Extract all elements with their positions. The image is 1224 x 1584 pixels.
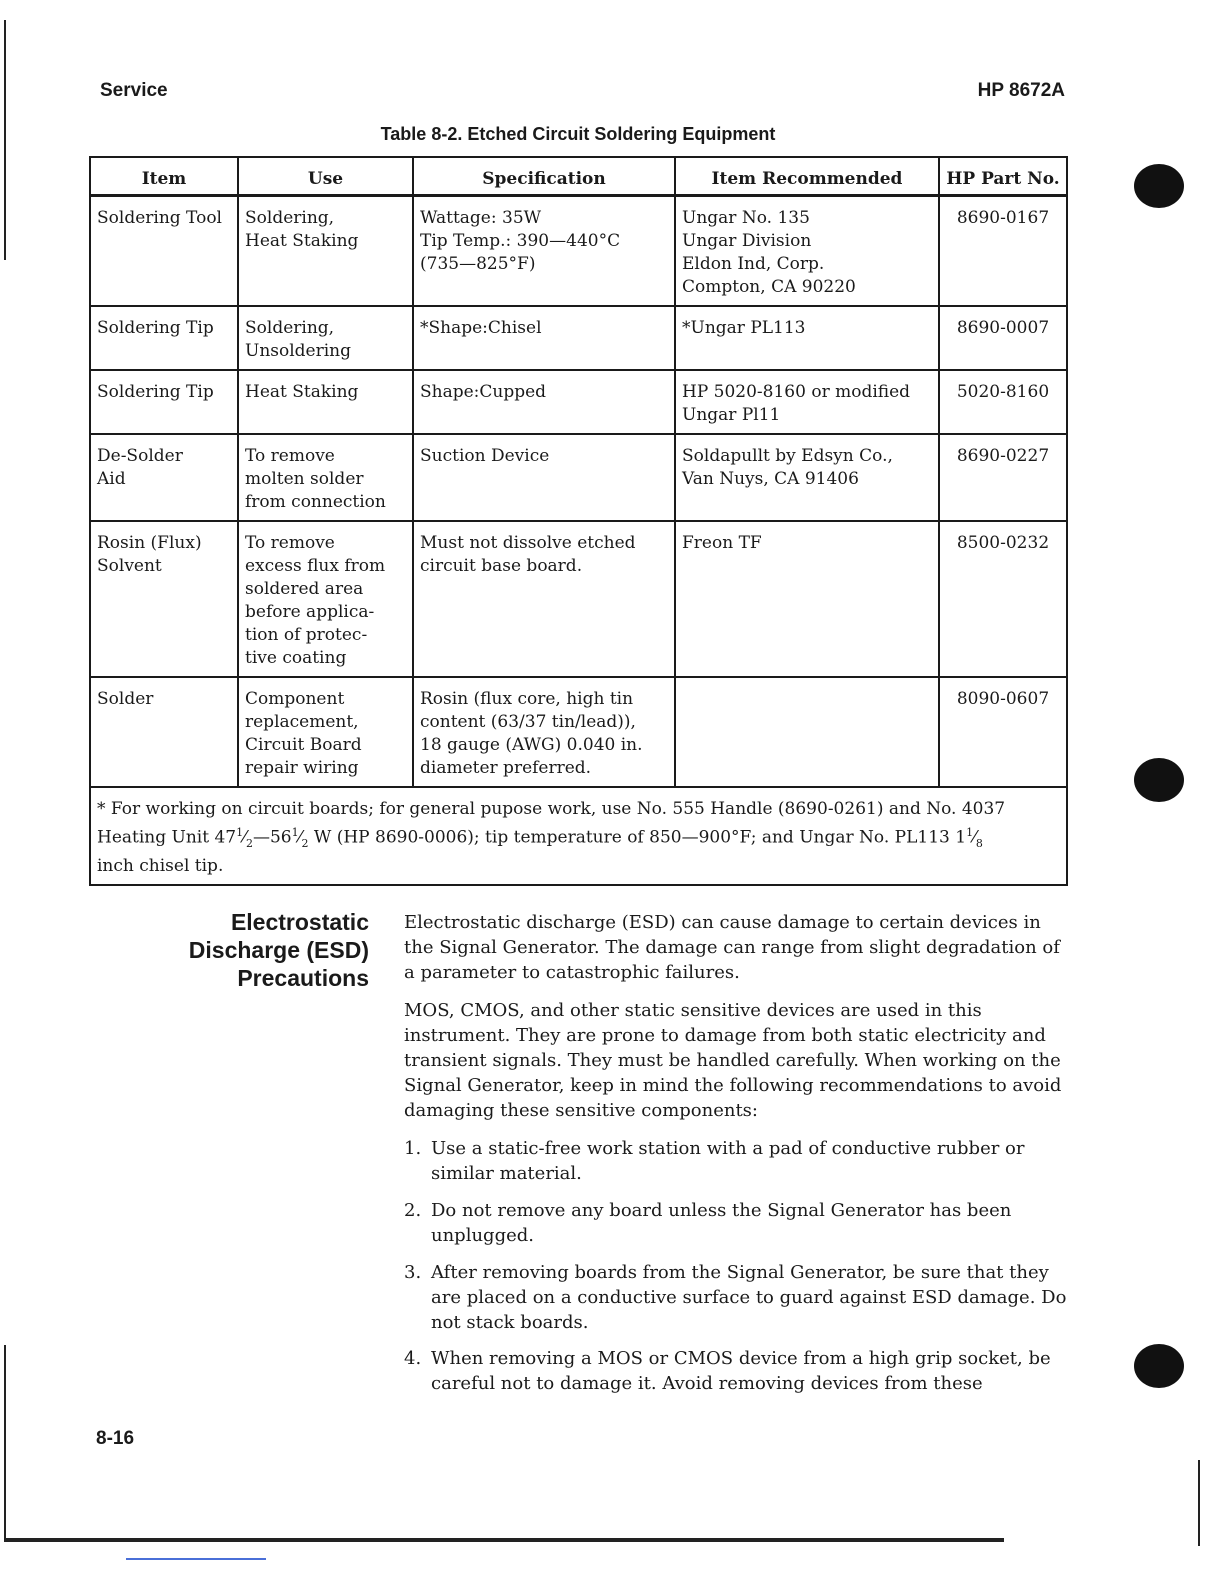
list-item (404, 1260, 1069, 1335)
cell-specification-line: 18 gauge (AWG) 0.040 in. (420, 735, 643, 755)
fraction-denominator: 2 (301, 837, 309, 851)
cell-specification (413, 370, 675, 434)
cell-item-recommended (675, 306, 939, 370)
cell-use-line: Circuit Board (245, 735, 362, 755)
cell-item-recommended-line: Van Nuys, CA 91406 (682, 469, 859, 489)
cell-item-recommended-line: Ungar Division (682, 231, 812, 251)
cell-item-recommended-line: Soldapullt by Edsyn Co., (682, 446, 893, 466)
cell-hp-part-no: 8690-0167 (939, 196, 1067, 307)
cell-item (90, 434, 238, 521)
scan-edge-bottom (4, 1538, 1004, 1542)
list-item-number: 1. (404, 1138, 422, 1159)
running-header-section: Service (100, 80, 168, 101)
cell-use-line: Heat Staking (245, 382, 359, 402)
table-title: Table 8-2. Etched Circuit Soldering Equipment (380, 124, 776, 144)
table-footnote-row (90, 787, 1067, 885)
table-row (90, 370, 1067, 434)
cell-item-line: Soldering Tool (97, 208, 222, 228)
list-item (404, 1198, 1069, 1248)
cell-item (90, 370, 238, 434)
scan-edge-left-top (4, 20, 6, 260)
cell-use-line: repair wiring (245, 758, 359, 778)
cell-item (90, 196, 238, 307)
cell-item-recommended-line: HP 5020-8160 or modified (682, 382, 911, 402)
punch-hole-bottom (1134, 1344, 1184, 1388)
cell-use-line: molten solder (245, 469, 364, 489)
table-footnote (90, 787, 1067, 885)
cell-use (238, 370, 413, 434)
cell-use-line: replacement, (245, 712, 359, 732)
cell-use (238, 434, 413, 521)
table-row (90, 306, 1067, 370)
list-item-number: 4. (404, 1348, 422, 1369)
cell-use-line: Soldering, (245, 318, 335, 338)
table-row (90, 677, 1067, 787)
cell-item-recommended-line: Eldon Ind, Corp. (682, 254, 825, 274)
column-header-hp-part-no: HP Part No. (939, 157, 1067, 196)
cell-item-line: De-Solder (97, 446, 183, 466)
cell-use (238, 677, 413, 787)
cell-use-line: from connection (245, 492, 386, 512)
cell-item-recommended-line: Ungar No. 135 (682, 208, 810, 228)
footnote-text: W (HP 8690-0006); tip temperature of 850—900°F; and Ungar No. PL113 1 (308, 827, 967, 848)
cell-item-recommended-line: Freon TF (682, 533, 762, 553)
list-item (404, 1136, 1069, 1186)
cell-specification-line: *Shape:Chisel (420, 318, 542, 338)
cell-hp-part-no: 8090-0607 (939, 677, 1067, 787)
cell-specification (413, 196, 675, 307)
cell-use-line: To remove (245, 533, 335, 553)
list-item-text: Use a static-free work station with a pad of conductive rubber or similar material. (431, 1138, 1025, 1184)
footnote-text: Heating Unit 47 (97, 827, 237, 848)
cell-item-line: Solder (97, 689, 154, 709)
cell-item-line: Rosin (Flux) (97, 533, 202, 553)
cell-item-recommended-line: *Ungar PL113 (682, 318, 806, 338)
scan-edge-left-bottom (4, 1345, 6, 1540)
cell-item-line: Solvent (97, 556, 162, 576)
cell-hp-part-no: 8690-0007 (939, 306, 1067, 370)
cell-use-line: before applica- (245, 602, 375, 622)
section-heading-line: Electrostatic (230, 909, 369, 935)
cell-use-line: soldered area (245, 579, 364, 599)
footnote-line-3: inch chisel tip. (97, 856, 224, 877)
footnote-line-1: * For working on circuit boards; for general pupose work, use No. 555 Handle (8690-0261) and No. 4037 (97, 799, 1006, 819)
section-heading-line: Discharge (ESD) (188, 937, 369, 963)
table-body (90, 196, 1067, 788)
punch-hole-top (1134, 164, 1184, 208)
cell-hp-part-no: 8500-0232 (939, 521, 1067, 677)
cell-specification (413, 434, 675, 521)
cell-use-line: tion of protec- (245, 625, 368, 645)
list-item-text: After removing boards from the Signal Generator, be sure that they are placed on a conductive surface to guard against ESD damage. Do not stack boards. (431, 1262, 1067, 1333)
cell-specification-line: (735—825°F) (420, 254, 536, 274)
section-heading (150, 908, 369, 992)
section-heading-line: Precautions (237, 965, 369, 991)
cell-item-recommended-line: Ungar Pl11 (682, 405, 781, 425)
cell-item-line: Aid (97, 469, 126, 489)
cell-use-line: excess flux from (245, 556, 386, 576)
scan-edge-right (1198, 1460, 1200, 1546)
cell-item-recommended (675, 434, 939, 521)
cell-item-line: Soldering Tip (97, 318, 214, 338)
cell-specification-line: Wattage: 35W (420, 208, 542, 228)
cell-item-recommended (675, 370, 939, 434)
cell-item (90, 306, 238, 370)
column-header-item: Item (90, 157, 238, 196)
cell-specification-line: content (63/37 tin/lead)), (420, 712, 636, 732)
cell-use (238, 196, 413, 307)
list-item-text: Do not remove any board unless the Signal Generator has been unplugged. (431, 1200, 1012, 1246)
fraction-numerator: 1 (236, 826, 244, 839)
cell-specification-line: diameter preferred. (420, 758, 592, 778)
cell-item (90, 677, 238, 787)
running-header-model: HP 8672A (977, 80, 1065, 101)
column-header-specification: Specification (413, 157, 675, 196)
list-item (404, 1346, 1069, 1396)
list-item-number: 2. (404, 1200, 422, 1221)
punch-hole-middle (1134, 758, 1184, 802)
column-header-item-recommended: Item Recommended (675, 157, 939, 196)
cell-use-line: Heat Staking (245, 231, 359, 251)
column-header-use: Use (238, 157, 413, 196)
table-row (90, 434, 1067, 521)
cell-item (90, 521, 238, 677)
list-item-text: When removing a MOS or CMOS device from a high grip socket, be careful not to damage it. Avoid removing devices from these (431, 1348, 1051, 1394)
cell-item-recommended (675, 521, 939, 677)
cell-specification-line: Tip Temp.: 390—440°C (420, 231, 621, 251)
cell-specification (413, 521, 675, 677)
table-row (90, 196, 1067, 307)
footnote-text: —56 (252, 827, 292, 848)
soldering-equipment-table (89, 156, 1068, 886)
footnote-line-2: Heating Unit $47^1⁄_2—56^1⁄_2$ W (HP 8690-0006); tip temperature of 850—900°F; and Ungar No. PL113 $1^1⁄_8$ (97, 826, 983, 851)
fraction-numerator: 1 (966, 826, 974, 839)
cell-use (238, 306, 413, 370)
cell-item-recommended (675, 196, 939, 307)
cell-specification-line: Rosin (flux core, high tin (420, 689, 634, 709)
table-row (90, 521, 1067, 677)
cell-use-line: tive coating (245, 648, 347, 668)
cell-specification (413, 677, 675, 787)
fraction-denominator: 2 (245, 837, 253, 851)
paragraph-devices: MOS, CMOS, and other static sensitive devices are used in this instrument. They are prone to damage from both static electricity and transient signals. They must be handled carefully. When working on the Signal Generator, keep in mind the following recommendations to avoid damaging these sensitive components: (404, 1000, 1062, 1121)
scan-mark-blue (126, 1558, 266, 1560)
list-item-number: 3. (404, 1262, 422, 1283)
fraction-numerator: 1 (291, 826, 299, 839)
cell-use-line: Component (245, 689, 345, 709)
cell-use-line: Soldering, (245, 208, 335, 228)
cell-use (238, 521, 413, 677)
cell-specification (413, 306, 675, 370)
table-header-row (90, 157, 1067, 196)
cell-specification-line: circuit base board. (420, 556, 583, 576)
cell-hp-part-no: 8690-0227 (939, 434, 1067, 521)
cell-specification-line: Suction Device (420, 446, 550, 466)
cell-item-recommended (675, 677, 939, 787)
cell-item-line: Soldering Tip (97, 382, 214, 402)
cell-specification-line: Shape:Cupped (420, 382, 547, 402)
cell-use-line: Unsoldering (245, 341, 352, 361)
page-number: 8-16 (96, 1428, 135, 1449)
fraction-denominator: 8 (975, 837, 983, 851)
paragraph-intro: Electrostatic discharge (ESD) can cause damage to certain devices in the Signal Generator. The damage can range from slight degradation of a parameter to catastrophic failures. (404, 912, 1060, 983)
cell-hp-part-no: 5020-8160 (939, 370, 1067, 434)
cell-use-line: To remove (245, 446, 335, 466)
cell-item-recommended-line: Compton, CA 90220 (682, 277, 856, 297)
cell-specification-line: Must not dissolve etched (420, 533, 636, 553)
